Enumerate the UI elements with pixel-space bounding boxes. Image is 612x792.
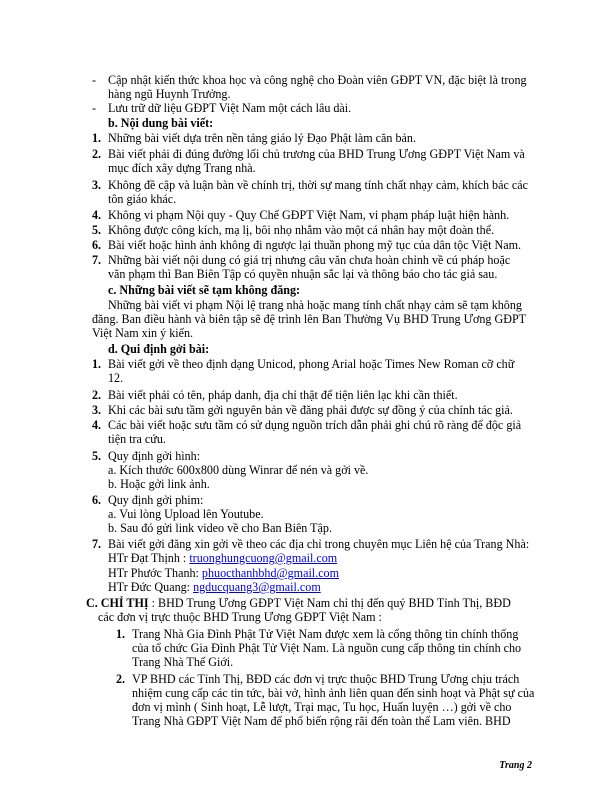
- item-text: 12.: [108, 371, 124, 385]
- item-text: tôn giáo khác.: [108, 192, 177, 206]
- item-number: 2.: [92, 147, 102, 161]
- item-number: 4.: [92, 418, 102, 432]
- item-number: 5.: [92, 223, 102, 237]
- item-text: Bài viết phải đi đúng đường lối chủ trương của BHD Trung Ương GĐPT Việt Nam và: [108, 147, 525, 161]
- contact-line: [108, 580, 321, 594]
- item-number: 1.: [92, 357, 102, 371]
- item-number: 2.: [116, 672, 126, 686]
- bullet-marker: -: [92, 101, 97, 115]
- item-number: 3.: [92, 403, 102, 417]
- section-heading: b. Nội dung bài viết:: [108, 116, 214, 130]
- item-text: Quy định gởi phim:: [108, 493, 204, 507]
- section-heading: c. Những bài viết sẽ tạm không đăng:: [108, 283, 301, 297]
- item-text: Bài viết gởi về theo định dạng Unicod, phong Arial hoặc Times New Roman cỡ chữ: [108, 357, 515, 371]
- item-text: mục đích xây dựng Trang nhà.: [108, 161, 256, 175]
- item-text: a. Vui lòng Upload lên Youtube.: [108, 507, 264, 521]
- item-text: b. Hoặc gởi link ảnh.: [108, 477, 210, 491]
- directive-line: [86, 596, 511, 610]
- bullet-marker: -: [92, 73, 97, 87]
- paragraph-line: đăng. Ban điều hành và biên tập sẽ đệ trình lên Ban Thường Vụ BHD Trung Ương GĐPT: [92, 312, 527, 326]
- item-text: Không vi phạm Nội quy - Quy Chế GĐPT Việt Nam, vi phạm pháp luật hiện hành.: [108, 208, 510, 222]
- item-number: 6.: [92, 493, 102, 507]
- item-number: 7.: [92, 537, 102, 551]
- item-text: Những bài viết nội dung có giá trị nhưng câu văn chưa hoàn chỉnh về cú pháp hoặc: [108, 253, 511, 267]
- paragraph-line: Việt Nam xin ý kiến.: [92, 326, 194, 340]
- bullet-text: Lưu trữ dữ liệu GĐPT Việt Nam một cách lâu dài.: [108, 101, 352, 115]
- contact-line: [108, 566, 339, 580]
- item-text: văn phạm thì Ban Biên Tập có quyền nhuận sắc lại và thông báo cho tác giả sau.: [108, 267, 498, 281]
- item-number: 5.: [92, 449, 102, 463]
- item-text: nhiệm cung cấp các tin tức, bài vở, hình ảnh liên quan đến sinh hoạt và Phật sự của: [132, 686, 535, 700]
- section-heading: d. Qui định gởi bài:: [108, 342, 210, 356]
- contact-line: [108, 551, 337, 565]
- item-number: 7.: [92, 253, 102, 267]
- contact-email-link[interactable]: ngducquang3@gmail.com: [193, 580, 321, 594]
- item-text: Trang Nhà Gia Đình Phật Tử Việt Nam được xem là cổng thông tin chính thống: [132, 627, 519, 641]
- item-number: 1.: [92, 131, 102, 145]
- item-text: Không được công kích, mạ lị, bôi nhọ nhắm vào một cá nhân hay một đoàn thể.: [108, 223, 495, 237]
- directive-text: : BHD Trung Ương GĐPT Việt Nam chỉ thị đến quý BHD Tỉnh Thị, BĐD: [148, 596, 511, 610]
- item-number: 4.: [92, 208, 102, 222]
- contact-name: HTr Đạt Thịnh :: [108, 551, 190, 565]
- page-footer: Trang 2: [499, 760, 532, 771]
- item-text: tiện tra cứu.: [108, 432, 166, 446]
- contact-name: HTr Đức Quang:: [108, 580, 194, 594]
- item-text: đơn vị mình ( Sinh hoạt, Lễ lượt, Trại mạc, Tu học, Huấn luyện …) gởi về cho: [132, 700, 512, 714]
- item-text: Những bài viết dựa trên nền tảng giáo lý Đạo Phật làm căn bản.: [108, 131, 416, 145]
- directive-label: C. CHỈ THỊ: [86, 596, 149, 610]
- item-text: Bài viết hoặc hình ảnh không đi ngược lại thuần phong mỹ tục của dân tộc Việt Nam.: [108, 238, 522, 252]
- item-number: 1.: [116, 627, 126, 641]
- bullet-text: hàng ngũ Huynh Trưởng.: [108, 87, 231, 101]
- item-text: b. Sau đó gửi link video về cho Ban Biên Tập.: [108, 521, 332, 535]
- paragraph-line: Những bài viết vi phạm Nội lệ trang nhà hoặc mang tính chất nhạy cảm sẽ tạm không: [108, 298, 522, 312]
- contact-name: HTr Phước Thanh:: [108, 566, 202, 580]
- item-text: VP BHD các Tỉnh Thị, BĐD các đơn vị trực thuộc BHD Trung Ương chịu trách: [132, 672, 520, 686]
- item-text: của tổ chức Gia Đình Phật Tử Việt Nam. Là nguồn cung cấp thông tin chính cho: [132, 641, 522, 655]
- item-text: a. Kích thước 600x800 dùng Winrar để nén và gởi về.: [108, 463, 369, 477]
- item-text: Khi các bài sưu tầm gởi nguyên bản về đăng phải được sự đồng ý của chính tác giả.: [108, 403, 513, 417]
- item-text: Bài viết gởi đăng xin gởi về theo các địa chỉ trong chuyên mục Liên hệ của Trang Nhà:: [108, 537, 530, 551]
- item-text: Trang Nhà GĐPT Việt Nam để phổ biến rộng rãi đến toàn thể Lam viên. BHD: [132, 714, 511, 728]
- bullet-text: Cập nhật kiến thức khoa học và công nghệ cho Đoàn viên GĐPT VN, đặc biệt là trong: [108, 73, 527, 87]
- directive-text: các đơn vị trực thuộc BHD Trung Ương GĐPT Việt Nam :: [98, 610, 382, 624]
- item-text: Bài viết phải có tên, pháp danh, địa chỉ thật để tiện liên lạc khi cần thiết.: [108, 388, 458, 402]
- contact-email-link[interactable]: truonghungcuong@gmail.com: [189, 551, 338, 565]
- item-number: 6.: [92, 238, 102, 252]
- item-text: Trang Nhà Thế Giới.: [132, 655, 234, 669]
- item-text: Quy định gởi hình:: [108, 449, 201, 463]
- item-number: 2.: [92, 388, 102, 402]
- item-text: Các bài viết hoặc sưu tầm có sử dụng nguồn trích dẫn phải ghi chú rõ ràng để độc giả: [108, 418, 522, 432]
- item-text: Không đề cập và luận bàn về chính trị, thời sự mang tính chất nhạy cảm, khích bác các: [108, 178, 528, 192]
- contact-email-link[interactable]: phuocthanhbhd@gmail.com: [201, 566, 340, 580]
- item-number: 3.: [92, 178, 102, 192]
